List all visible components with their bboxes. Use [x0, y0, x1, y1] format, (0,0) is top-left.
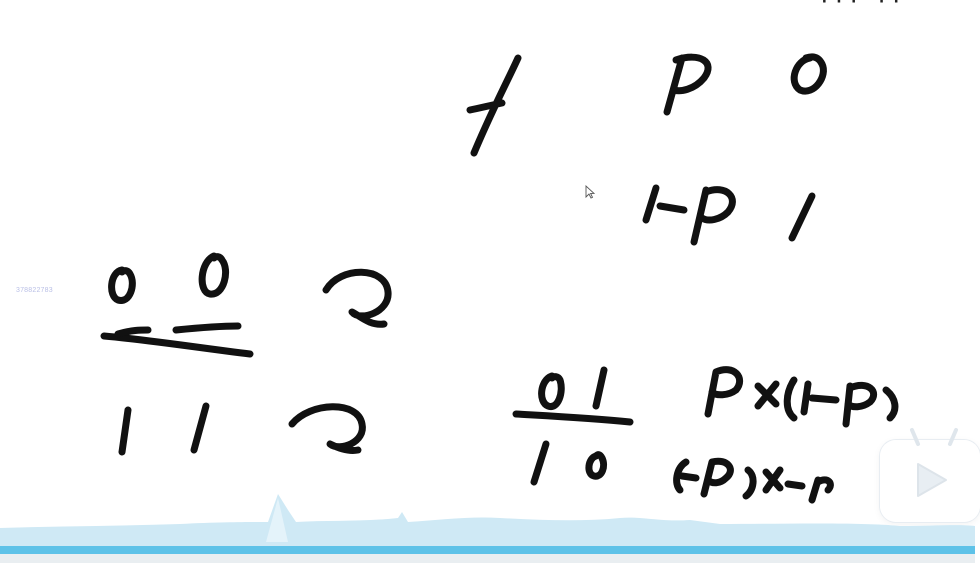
progress-bar[interactable] [0, 546, 975, 554]
stroke-underline-3 [176, 326, 238, 330]
stroke-0-mid [202, 256, 225, 294]
stroke-2-top [326, 272, 388, 324]
stroke-p-top [667, 57, 708, 112]
stroke-1-b [194, 406, 206, 450]
stroke-0-frac-b [589, 455, 604, 477]
stroke-f [470, 58, 518, 153]
bilibili-ears-icon [910, 426, 958, 446]
stroke-2-bottom [292, 407, 362, 451]
stroke-1-a [122, 410, 128, 452]
stroke-frac-bar [516, 414, 630, 422]
stroke-0-frac [542, 376, 562, 407]
stroke-p-expr-1 [708, 370, 895, 424]
stroke-1-frac [596, 370, 604, 406]
stroke-underline-2 [118, 330, 148, 334]
stroke-1-minus-p [646, 188, 732, 242]
stroke-1-right [792, 196, 812, 238]
stroke-0-top [794, 57, 823, 91]
cursor-icon [585, 185, 595, 199]
stroke-1-frac-b [534, 444, 546, 482]
stroke-0-left [112, 270, 133, 301]
stroke-underline-1 [104, 336, 250, 354]
watermark-text: 378822783 [16, 287, 53, 294]
player-control-strip [0, 554, 975, 563]
